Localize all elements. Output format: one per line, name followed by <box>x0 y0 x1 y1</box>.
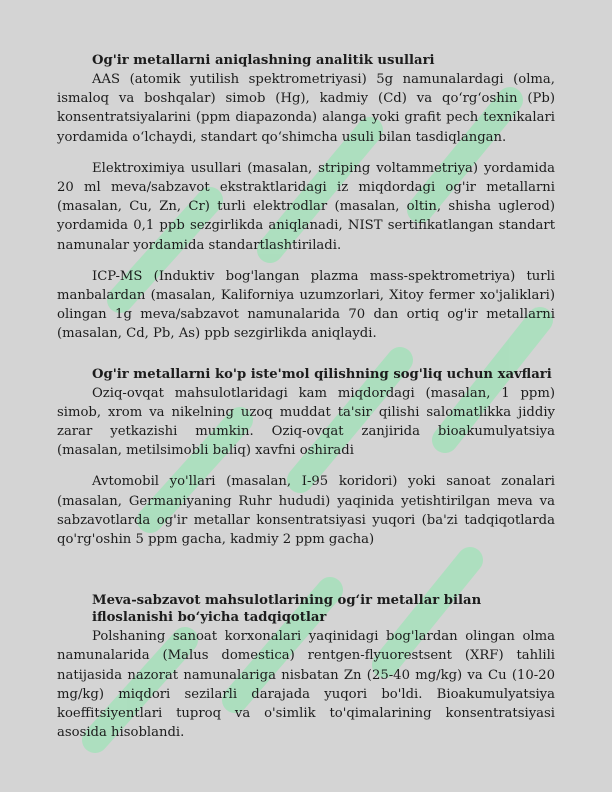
paragraph: Oziq-ovqat mahsulotlaridagi kam miqdordagi (masalan, 1 ppm) simob, xrom va nikelning uzoq muddat ta'sir qilishi salomatlikka jiddiy zarar yetkazishi mumkin. Oziq-ovqat zanjirida bioakumulyatsiya (masalan, metilsimobli baliq) xavfni oshiradi <box>57 385 555 459</box>
section-analytical-methods <box>57 52 555 344</box>
section-heading: Meva-sabzavot mahsulotlarining ogʻir metallar bilan ifloslanishi boʻyicha tadqiqotlar <box>92 593 482 626</box>
paragraph: Polshaning sanoat korxonalari yaqinidagi bog'lardan olingan olma namunalarida (Malus domestica) rentgen-flyuorestsent (XRF) tahlili natijasida nazorat namunalariga nisbatan Zn (25-40 mg/kg) va Cu (10-20 mg/kg) miqdori sezilarli darajada yuqori bo'ldi. Bioakumulyatsiya koeffitsiyentlari tuproq va o'simlik to'qimalarining konsentratsiyasi asosida hisoblandi. <box>57 629 555 741</box>
paragraph: ICP-MS (Induktiv bog'langan plazma mass-spektrometriya) turli manbalardan (masalan, Kaliforniya uzumzorlari, Xitoy fermer xo'jaliklari) olingan 1g meva/sabzavot namunalarida 70 dan ortiq og'ir metallarni (masalan, Cd, Pb, As) ppb sezgirlikda aniqlaydi. <box>57 268 555 342</box>
section-heading: Og'ir metallarni aniqlashning analitik usullari <box>92 53 435 68</box>
section-contamination-studies <box>57 592 555 742</box>
paragraph: Avtomobil yo'llari (masalan, I-95 koridori) yoki sanoat zonalari (masalan, Germaniyaning Ruhr hududi) yaqinida yetishtirilgan meva va sabzavotlarda og'ir metallar konsentratsiyasi yuqori (ba'zi tadqiqotlarda qo'rg'oshin 5 ppm gacha, kadmiy 2 ppm gacha) <box>57 474 555 548</box>
section-health-risks <box>57 366 555 550</box>
document-page <box>57 52 555 742</box>
paragraph: Elektroximiya usullari (masalan, striping voltammetriya) yordamida 20 ml meva/sabzavot ekstraktlaridagi iz miqdordagi og'ir metallarni (masalan, Cu, Zn, Cr) turli elektrodlar (masalan, oltin, shisha uglerod) yordamida 0,1 ppb sezgirlikda aniqlanadi, NIST sertifikatlangan standart namunalar yordamida standartlashtiriladi. <box>57 160 555 253</box>
paragraph: AAS (atomik yutilish spektrometriyasi) 5g namunalardagi (olma, ismaloq va boshqalar) simob (Hg), kadmiy (Cd) va qoʻrgʻoshin (Pb) konsentratsiyalarini (ppm diapazonda) alanga yoki grafit pech texnikalari yordamida oʻlchaydi, standart qoʻshimcha usuli bilan tasdiqlangan. <box>57 72 555 145</box>
section-heading: Og'ir metallarni ko'p iste'mol qilishning sog'liq uchun xavflari <box>92 366 552 382</box>
